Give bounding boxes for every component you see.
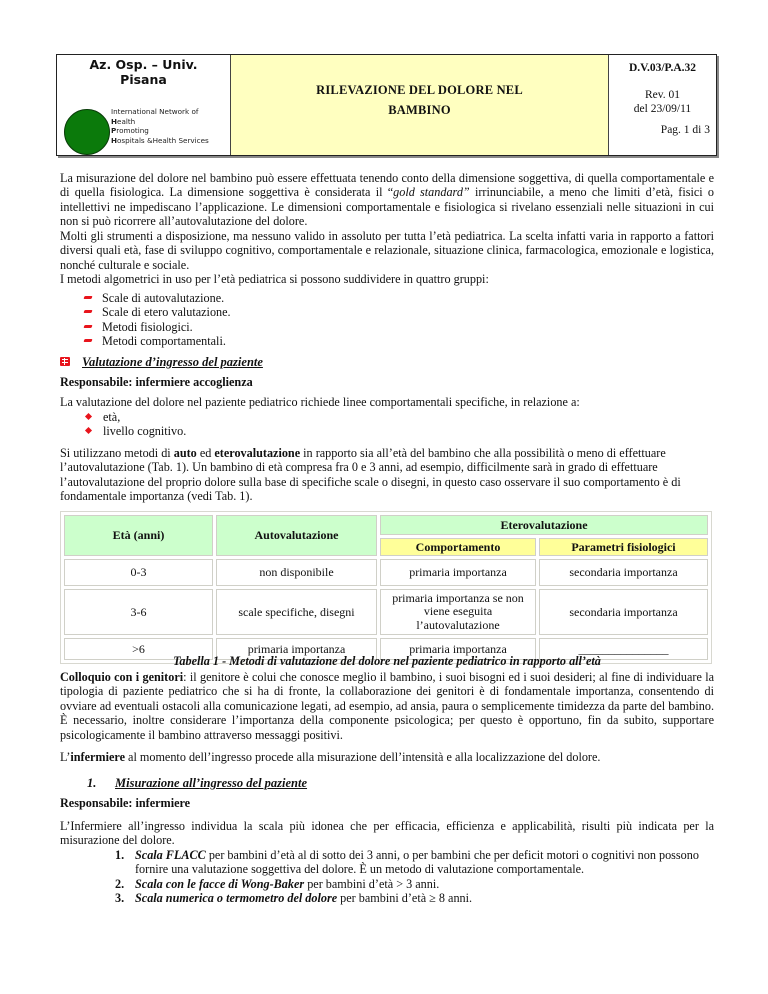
header-physio-params: Parametri fisiologici: [539, 538, 708, 556]
parents-paragraph: Colloquio con i genitori: il genitore è colui che conosce meglio il bambino, i suoi bisogni ed i suoi desideri; al fine di individuare la tipologia di paziente pediatrico che si ha di fronte, la collaborazione dei genitori è di fondamentale importanza, consentendo di ovviare ad eventuali ostacoli alla comunicazione legati, ad esempio, ad ansia, paura o semplicemente timidezza da parte del bambino. È necessario, inoltre considerare l’importanza della componente psicologica; per questo è opportuno, fin da subito, supportare psicologicamente il bambino attraverso messaggi positivi.: [60, 670, 714, 742]
red-diamond-bullet-icon: [85, 427, 92, 434]
section-heading-valutazione: Valutazione d’ingresso del paziente: [60, 355, 263, 370]
organization-cell: [57, 55, 231, 155]
pain-scales-list: [115, 848, 715, 906]
red-arrow-bullet-icon: [83, 325, 92, 328]
pain-assessment-methods-table: [60, 511, 712, 664]
responsible-infermiere: Responsabile: infermiere: [60, 796, 191, 810]
nurse-paragraph: L’infermiere al momento dell’ingresso procede alla misurazione dell’intensità e alla localizzazione del dolore.: [60, 750, 601, 764]
document-header: [56, 54, 717, 156]
list-item: Scale di autovalutazione.: [84, 291, 231, 305]
revision-info: Rev. 01 del 23/09/11: [633, 89, 692, 115]
algometric-groups-list: [84, 291, 231, 349]
criteria-list: [85, 410, 186, 439]
list-item: Scale di etero valutazione.: [84, 305, 231, 319]
red-arrow-bullet-icon: [83, 296, 92, 299]
red-arrow-bullet-icon: [83, 310, 92, 313]
section2-lead: L’Infermiere all’ingresso individua la scala più idonea che per efficacia, efficienza e applicabilità, risulti più indicata per la misurazione del dolore.: [60, 819, 714, 848]
table-row: 0-3 non disponibile primaria importanza secondaria importanza: [64, 559, 708, 586]
list-item: 1. Scala FLACC per bambini d’età al di sotto dei 3 anni, o per bambini che per deficit motori o cognitivi non possono fornire una valutazione soggettiva del dolore. È un metodo di valutazione comportamentale.: [115, 848, 699, 877]
header-age: Età (anni): [64, 515, 213, 556]
table-caption: Tabella 1 - Metodi di valutazione del dolore nel paziente pediatrico in rapporto all’età: [173, 654, 601, 668]
intro-paragraph-2: Molti gli strumenti a disposizione, ma nessuno valido in assoluto per tutta l’età pediatrica. La scelta infatti varia in rapporto a fattori diversi quali età, fase di sviluppo cognitivo, comportamentale e relazionale, situazione clinica, farmacologica, emozionale e logistica, nonché culturale e sociale.: [60, 229, 714, 272]
auto-etero-paragraph: Si utilizzano metodi di auto ed eterovalutazione in rapporto sia all’età del bambino che alla possibilità o meno di effettuare l’autovalutazione (Tab. 1). Un bambino di età compresa fra 0 e 3 anni, ad esempio, difficilmente sarà in grado di effettuare l’autovalutazione del proprio dolore sulla base di specifiche scale o disegni, in questo caso osservare il suo comportamento è di fondamentale importanza (vedi Tab. 1).: [60, 446, 681, 504]
table-row: >6 primaria importanza primaria importanza _______________: [64, 638, 708, 660]
list-item: 3. Scala numerica o termometro del dolore per bambini d’età ≥ 8 anni.: [115, 891, 473, 906]
header-self-assessment: Autovalutazione: [216, 515, 377, 556]
page-number: Pag. 1 di 3: [660, 124, 710, 136]
table-row: 3-6 scale specifiche, disegni primaria importanza se non viene eseguita l’autovalutazione secondaria importanza: [64, 589, 708, 635]
document-code: D.V.03/P.A.32: [628, 62, 697, 74]
intro-paragraph-3: I metodi algometrici in uso per l’età pediatrica si possono suddividere in quattro gruppi:: [60, 272, 489, 286]
red-grid-section-icon: [60, 357, 70, 366]
header-hetero-assessment: Eterovalutazione: [380, 515, 708, 535]
list-item: età,: [85, 410, 186, 424]
header-behavior: Comportamento: [380, 538, 536, 556]
section-heading-misurazione: 1. Misurazione all’ingresso del paziente: [87, 776, 308, 790]
document-title-cell: [231, 55, 609, 155]
red-diamond-bullet-icon: [85, 413, 92, 420]
hph-network-text: International Network of Health Promoting Hospitals &Health Services: [111, 107, 209, 145]
intro-paragraph-1: La misurazione del dolore nel bambino può essere effettuata tenendo conto della dimensione soggettiva, di quella comportamentale e di quella fisiologica. La dimensione soggettiva è considerata il “gold standard” irrinunciabile, a meno che limiti d’età, fisici o intellettivi ne impediscano l’applicazione. Le dimensioni comportamentale e fisiologica si rivelano essenziali nelle situazioni in cui non si può ricorrere all’autovalutazione del dolore.: [60, 171, 714, 229]
organization-name: Az. Osp. – Univ. Pisana: [89, 57, 198, 87]
list-item: livello cognitivo.: [85, 424, 186, 438]
section1-lead: La valutazione del dolore nel paziente pediatrico richiede linee comportamentali specifiche, in relazione a:: [60, 395, 580, 409]
document-meta-cell: [609, 55, 716, 155]
list-item: Metodi fisiologici.: [84, 320, 231, 334]
responsible-accoglienza: Responsabile: infermiere accoglienza: [60, 375, 253, 389]
list-item: 2. Scala con le facce di Wong-Baker per bambini d’età > 3 anni.: [115, 876, 440, 891]
document-title: RILEVAZIONE DEL DOLORE NEL BAMBINO: [316, 83, 523, 117]
list-item: Metodi comportamentali.: [84, 334, 231, 348]
hph-logo-icon: [64, 109, 110, 155]
red-arrow-bullet-icon: [83, 339, 92, 342]
